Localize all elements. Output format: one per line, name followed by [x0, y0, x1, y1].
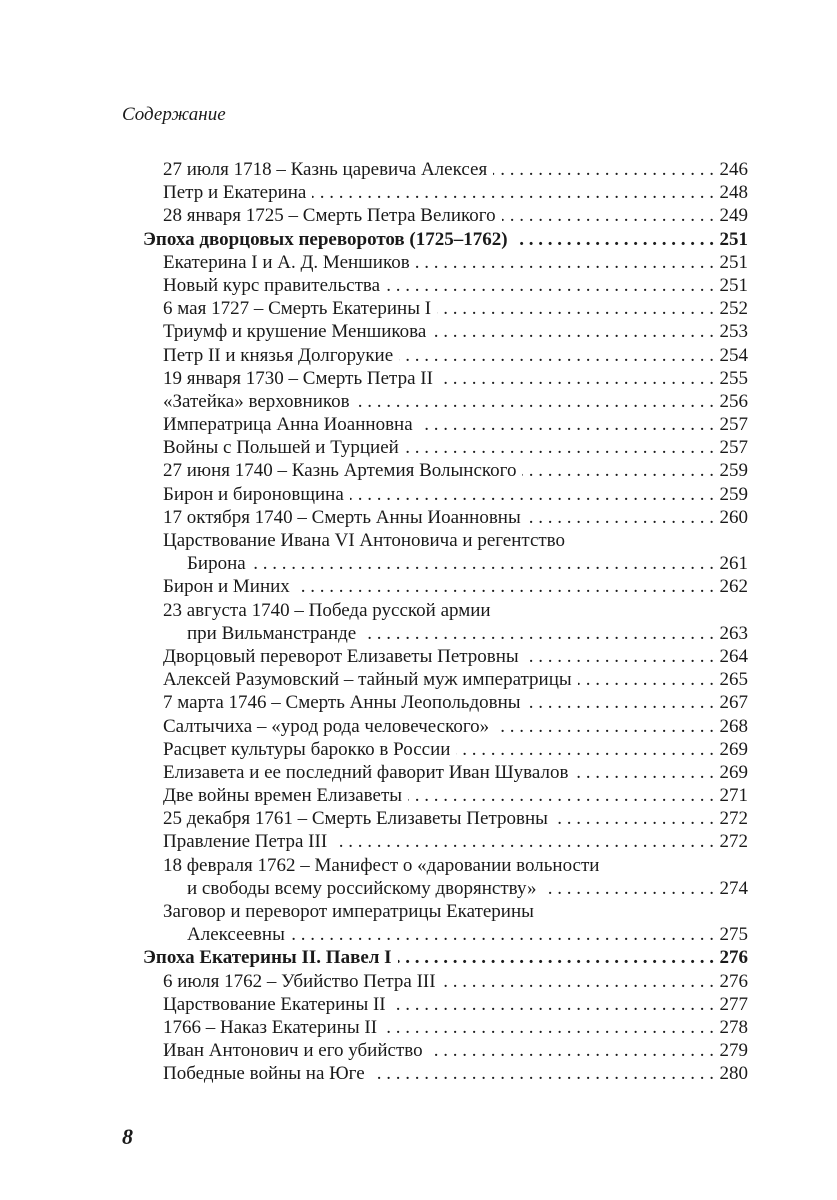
toc-page-number: 254 [719, 344, 748, 366]
toc-page-number: 257 [719, 437, 748, 459]
toc-line [143, 367, 748, 390]
dot-leader [252, 552, 714, 575]
toc-entry [143, 691, 748, 714]
dot-leader [502, 204, 714, 227]
toc-entry [143, 784, 748, 807]
toc-entry [143, 599, 748, 645]
toc-page-number: 276 [719, 970, 748, 992]
toc-entry [143, 181, 748, 204]
toc-entry-title: 28 января 1725 – Смерть Петра Великого [163, 205, 496, 227]
toc-entry [143, 830, 748, 853]
toc-line [143, 784, 748, 807]
toc-entry-title: Алексей Разумовский – тайный муж императрицы [163, 669, 572, 691]
toc-entry [143, 970, 748, 993]
toc-entry-title: Расцвет культуры барокко в России [163, 738, 451, 760]
toc-line [143, 691, 748, 714]
toc-page-number: 272 [719, 808, 748, 830]
toc-line [143, 970, 748, 993]
toc-page-number: 275 [719, 924, 748, 946]
dot-leader [399, 344, 714, 367]
toc-page-number: 253 [719, 321, 748, 343]
dot-leader [456, 738, 714, 761]
toc-line [143, 204, 748, 227]
dot-leader [398, 946, 714, 969]
toc-entry-title: Бирона [187, 553, 246, 575]
toc-page-number: 264 [719, 645, 748, 667]
toc-page-number: 259 [719, 460, 748, 482]
toc-entry-title: Иван Антонович и его убийство [163, 1040, 423, 1062]
dot-leader [333, 830, 714, 853]
toc-entry-title: Елизавета и ее последний фаворит Иван Шувалов [163, 761, 569, 783]
dot-leader [514, 228, 714, 251]
toc-line [143, 830, 748, 853]
toc-line [143, 251, 748, 274]
toc-line [143, 900, 748, 923]
toc-page-number: 265 [719, 669, 748, 691]
table-of-contents [143, 158, 748, 1086]
toc-line [143, 761, 748, 784]
toc-page-number: 261 [719, 553, 748, 575]
toc-entry-title: Заговор и переворот императрицы Екатерины [163, 901, 534, 922]
toc-line [143, 297, 748, 320]
toc-line [143, 436, 748, 459]
toc-entry-title: 23 августа 1740 – Победа русской армии [163, 599, 491, 621]
toc-entry-title: при Вильманстранде [187, 622, 357, 644]
toc-entry-title: 19 января 1730 – Смерть Петра II [163, 367, 433, 389]
toc-line [143, 668, 748, 691]
toc-page-number: 280 [719, 1063, 748, 1085]
toc-entry [143, 344, 748, 367]
dot-leader [312, 181, 714, 204]
toc-page-number: 268 [719, 715, 748, 737]
toc-entry [143, 483, 748, 506]
dot-leader [419, 413, 714, 436]
dot-leader [362, 622, 714, 645]
dot-leader [527, 691, 714, 714]
toc-line [143, 1039, 748, 1062]
toc-entry-title: 18 февраля 1762 – Манифест о «даровании вольности [163, 854, 600, 876]
toc-line [143, 575, 748, 598]
toc-line [143, 599, 748, 622]
toc-entry [143, 436, 748, 459]
toc-page-number: 251 [719, 228, 748, 250]
toc-entry [143, 761, 748, 784]
page-number: 8 [122, 1124, 133, 1149]
toc-line [143, 946, 748, 969]
toc-line [143, 993, 748, 1016]
dot-leader [554, 807, 714, 830]
toc-entry [143, 715, 748, 738]
toc-section [143, 228, 748, 251]
toc-entry [143, 900, 748, 946]
toc-entry [143, 459, 748, 482]
dot-leader [578, 668, 714, 691]
toc-entry-title: Бирон и бироновщина [163, 483, 344, 505]
toc-page-number: 255 [719, 367, 748, 389]
toc-line [143, 413, 748, 436]
toc-line [143, 645, 748, 668]
toc-entry-title: Эпоха Екатерины II. Павел I [143, 947, 392, 969]
toc-line [143, 715, 748, 738]
dot-leader [493, 158, 714, 181]
running-head: Содержание [122, 104, 226, 125]
toc-page-number: 267 [719, 692, 748, 714]
toc-entry [143, 320, 748, 343]
toc-entry [143, 854, 748, 900]
toc-entry [143, 529, 748, 575]
toc-entry-title: «Затейка» верховников [163, 390, 350, 412]
toc-page-number: 272 [719, 831, 748, 853]
toc-entry-title: 7 марта 1746 – Смерть Анны Леопольдовны [163, 692, 521, 714]
toc-page-number: 257 [719, 414, 748, 436]
toc-entry-title: Царствование Екатерины II [163, 993, 386, 1015]
toc-line [143, 1016, 748, 1039]
toc-entry-title: Две войны времен Елизаветы [163, 785, 403, 807]
toc-entry-title: Триумф и крушение Меншикова [163, 321, 427, 343]
toc-line [143, 552, 748, 575]
dot-leader [383, 1016, 714, 1039]
toc-line [143, 854, 748, 877]
dot-leader [350, 483, 714, 506]
dot-leader [386, 274, 714, 297]
toc-page-number: 248 [719, 182, 748, 204]
toc-entry-title: Дворцовый переворот Елизаветы Петровны [163, 645, 519, 667]
dot-leader [429, 1039, 714, 1062]
dot-leader [525, 645, 714, 668]
toc-line [143, 459, 748, 482]
toc-entry-title: 27 июля 1718 – Казнь царевича Алексея [163, 159, 488, 180]
toc-line [143, 877, 748, 900]
toc-entry-title: Царствование Ивана VI Антоновича и регентство [163, 530, 566, 551]
toc-entry [143, 575, 748, 598]
toc-line [143, 158, 748, 181]
toc-entry-title: и свободы всему российскому дворянству» [187, 877, 537, 899]
toc-line [143, 738, 748, 761]
toc-line [143, 1062, 748, 1085]
dot-leader [437, 297, 714, 320]
toc-line [143, 807, 748, 830]
dot-leader [574, 761, 714, 784]
toc-entry [143, 1062, 748, 1085]
toc-entry [143, 367, 748, 390]
toc-entry [143, 297, 748, 320]
toc-page-number: 263 [719, 622, 748, 644]
dot-leader [522, 459, 714, 482]
toc-entry-title: Войны с Польшей и Турцией [163, 437, 399, 459]
toc-entry-title: Новый курс правительства [163, 274, 381, 296]
toc-entry [143, 738, 748, 761]
toc-entry-title: 27 июня 1740 – Казнь Артемия Волынского [163, 460, 517, 482]
toc-line [143, 228, 748, 251]
toc-line [143, 181, 748, 204]
toc-line [143, 344, 748, 367]
toc-entry-title: Екатерина I и А. Д. Меншиков [163, 251, 410, 273]
dot-leader [296, 575, 714, 598]
toc-page-number: 259 [719, 483, 748, 505]
toc-entry-title: Бирон и Миних [163, 576, 290, 598]
toc-page-number: 251 [719, 251, 748, 273]
dot-leader [527, 506, 714, 529]
dot-leader [439, 367, 714, 390]
toc-entry-title: 17 октября 1740 – Смерть Анны Иоанновны [163, 506, 521, 528]
toc-entry-title: Петр II и князья Долгорукие [163, 344, 394, 366]
toc-entry-title: 1766 – Наказ Екатерины II [163, 1016, 378, 1038]
toc-line [143, 320, 748, 343]
toc-entry-title: Алексеевны [187, 924, 285, 946]
toc-line [143, 923, 748, 946]
toc-page-number: 277 [719, 993, 748, 1015]
toc-page-number: 260 [719, 506, 748, 528]
toc-section [143, 946, 748, 969]
toc-line [143, 529, 748, 552]
toc-page-number: 271 [719, 785, 748, 807]
dot-leader [392, 993, 714, 1016]
toc-page-number: 249 [719, 205, 748, 227]
toc-page-number: 269 [719, 738, 748, 760]
dot-leader [371, 1062, 714, 1085]
toc-line [143, 274, 748, 297]
toc-line [143, 390, 748, 413]
toc-line [143, 622, 748, 645]
toc-entry-title: Эпоха дворцовых переворотов (1725–1762) [143, 228, 508, 250]
toc-entry [143, 204, 748, 227]
toc-entry [143, 1039, 748, 1062]
dot-leader [542, 877, 714, 900]
toc-entry [143, 251, 748, 274]
toc-entry [143, 668, 748, 691]
dot-leader [416, 251, 714, 274]
toc-line [143, 506, 748, 529]
dot-leader [356, 390, 714, 413]
toc-page-number: 256 [719, 390, 748, 412]
toc-page-number: 278 [719, 1016, 748, 1038]
toc-entry-title: 25 декабря 1761 – Смерть Елизаветы Петровны [163, 808, 548, 830]
toc-entry [143, 413, 748, 436]
toc-entry-title: Правление Петра III [163, 831, 328, 853]
dot-leader [442, 970, 714, 993]
toc-page-number: 251 [719, 274, 748, 296]
toc-entry [143, 993, 748, 1016]
toc-entry-title: 6 мая 1727 – Смерть Екатерины I [163, 298, 432, 320]
toc-entry-title: Салтычиха – «урод рода человеческого» [163, 715, 490, 737]
toc-page-number: 252 [719, 298, 748, 320]
toc-page-number: 276 [719, 947, 748, 969]
dot-leader [408, 784, 714, 807]
toc-entry-title: 6 июля 1762 – Убийство Петра III [163, 970, 436, 992]
toc-page-number: 274 [719, 877, 748, 899]
toc-entry-title: Императрица Анна Иоанновна [163, 414, 413, 436]
dot-leader [432, 320, 714, 343]
toc-entry [143, 390, 748, 413]
toc-page-number: 262 [719, 576, 748, 598]
toc-entry [143, 645, 748, 668]
dot-leader [405, 436, 714, 459]
toc-entry-title: Победные войны на Юге [163, 1063, 365, 1085]
toc-entry-title: Петр и Екатерина [163, 182, 307, 204]
toc-entry [143, 506, 748, 529]
toc-page-number: 269 [719, 761, 748, 783]
toc-entry [143, 807, 748, 830]
toc-line [143, 483, 748, 506]
dot-leader [291, 923, 714, 946]
toc-page-number: 246 [719, 159, 748, 180]
toc-entry [143, 274, 748, 297]
toc-entry [143, 158, 748, 181]
toc-entry [143, 1016, 748, 1039]
dot-leader [495, 715, 714, 738]
toc-page-number: 279 [719, 1040, 748, 1062]
